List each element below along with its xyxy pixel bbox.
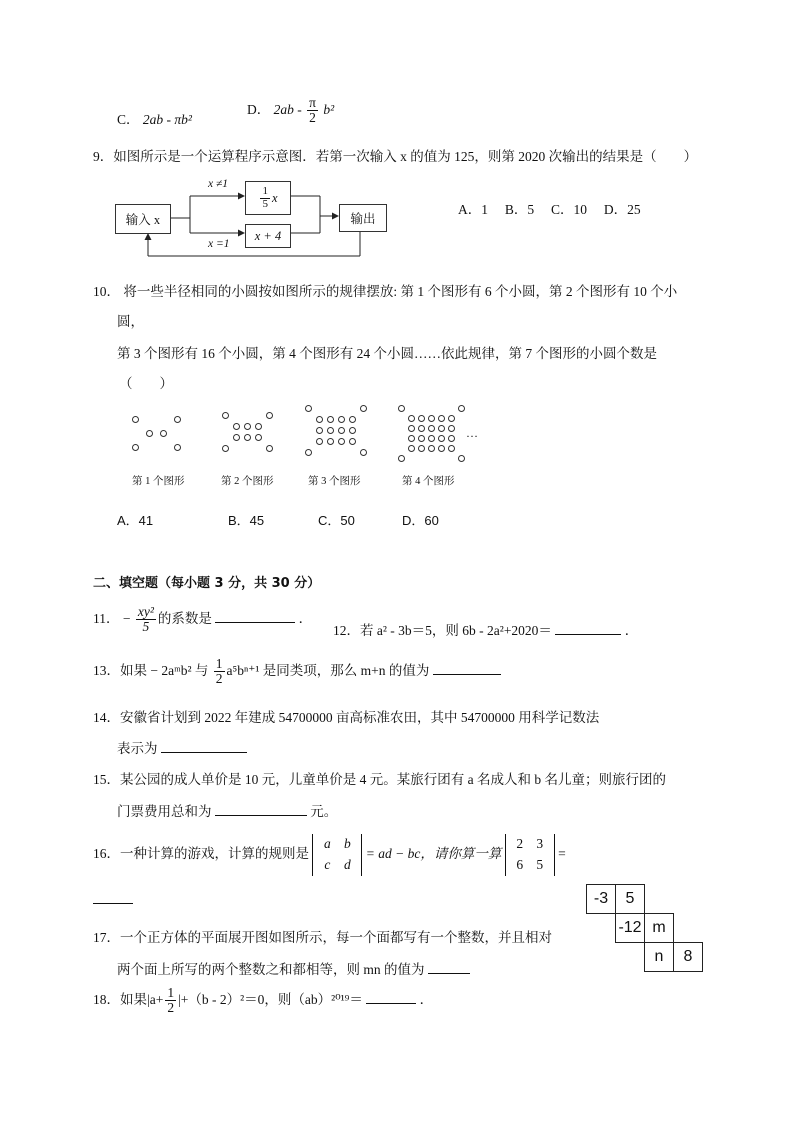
q16-determinant-numbers [505, 834, 555, 876]
q10-line4: （ ） [119, 376, 173, 391]
section2-title: 二、填空题（每小题 3 分，共 30 分） [93, 576, 321, 591]
net-cell-5: 5 [615, 884, 645, 914]
q11-num: xy² [137, 604, 154, 619]
q18-fraction [165, 986, 176, 1015]
flow-frac-num: 1 [262, 184, 268, 197]
figure-3-circle [338, 416, 345, 423]
q14-line2-text: 表示为 [117, 741, 158, 756]
q11 [93, 605, 312, 634]
cube-net [586, 884, 710, 974]
figure-3-circle [327, 438, 334, 445]
figure-3-circle [349, 438, 356, 445]
figure-4-circle [448, 415, 455, 422]
figure-4-circle [448, 425, 455, 432]
flow-frac-den: 5 [262, 197, 268, 210]
q11-text: 的系数是 [157, 610, 212, 626]
det2-a: 2 [516, 836, 524, 851]
figure-3-circle [349, 416, 356, 423]
net-cell-n: n [644, 942, 674, 972]
figure-2-circle [244, 434, 251, 441]
figure-4-circle [398, 405, 405, 412]
flow-cond-bottom: x =1 [208, 238, 230, 250]
q18-tail: ． [419, 991, 434, 1007]
figure-4-circle [458, 405, 465, 412]
figure-4-circle [438, 425, 445, 432]
figure-label-1: 第 1 个图形 [132, 476, 185, 487]
q10-option-a: A．41 [117, 513, 154, 528]
figure-2-circle [266, 445, 273, 452]
q17-line1: 17．一个正方体的平面展开图如图所示，每一个面都写有一个整数，并且相对 [93, 930, 552, 945]
q8-option-d [247, 96, 334, 125]
q15-line2 [117, 800, 337, 820]
q16-determinant-abcd [312, 834, 362, 876]
figure-4-circle [418, 445, 425, 452]
net-cell-minus12: -12 [615, 913, 645, 943]
q8-option-c [117, 108, 192, 128]
q8-d-prefix: 2ab - [273, 101, 302, 117]
q16-answer-line [93, 892, 133, 908]
figure-4-circle [418, 425, 425, 432]
q13-answer-blank[interactable] [433, 664, 501, 675]
q17-line2-text: 两个面上所写的两个整数之和都相等，则 mn 的值为 [117, 962, 425, 977]
q12 [333, 619, 638, 639]
q18-num: 1 [167, 985, 175, 1000]
figure-1-circle [174, 444, 181, 451]
net-cell-minus3: -3 [586, 884, 616, 914]
q18-den: 2 [167, 1000, 175, 1016]
figure-2-circle [266, 412, 273, 419]
q12-text: 12．若 a² - 3b＝5，则 6b - 2a²+2020＝ [333, 623, 552, 638]
flow-output-box [339, 204, 387, 232]
q11-fraction [136, 605, 156, 634]
q13-den: 2 [215, 671, 223, 687]
q18-prefix: 18．如果|a+ [93, 991, 164, 1007]
figure-3-circle [316, 416, 323, 423]
q13-num: 1 [215, 656, 223, 671]
q13-text: a⁵bⁿ⁺¹ 是同类项，那么 m+n 的值为 [226, 662, 430, 678]
flow-box-divide [245, 181, 291, 215]
figure-3-circle [305, 449, 312, 456]
figure-2-circle [233, 434, 240, 441]
figure-label-3: 第 3 个图形 [308, 476, 361, 487]
figure-4-circle [408, 435, 415, 442]
figure-1-circle [132, 416, 139, 423]
q11-sign: − [122, 610, 131, 626]
figure-2-circle [255, 423, 262, 430]
q16-prefix: 16．一种计算的游戏，计算的规则是 [93, 846, 309, 862]
det1-b: b [344, 836, 351, 851]
flow-frac-var: x [271, 190, 278, 205]
flow-input-label: 输入 x [125, 213, 161, 227]
q10-option-b: B．45 [228, 513, 265, 528]
figure-3-circle [327, 427, 334, 434]
figure-3-circle [305, 405, 312, 412]
figure-1-circle [146, 430, 153, 437]
figure-1-circle [132, 444, 139, 451]
q9-flowchart [110, 178, 410, 263]
figure-4-circle [408, 415, 415, 422]
q18-text: |+（b - 2）²＝0，则（ab）²⁰¹⁹＝ [178, 991, 363, 1007]
figure-4-circle [438, 445, 445, 452]
figure-4-circle [448, 445, 455, 452]
figure-2-circle [222, 445, 229, 452]
q8-c-expr: 2ab - πb² [142, 112, 192, 127]
q10-option-c: C．50 [318, 513, 355, 528]
q18-answer-blank[interactable] [366, 993, 416, 1004]
det1-a: a [324, 836, 331, 851]
figure-4-circle [428, 435, 435, 442]
q14-line2 [117, 737, 247, 757]
figure-4-circle [418, 435, 425, 442]
figure-4-circle [448, 435, 455, 442]
q10-line2: 圆， [117, 314, 144, 329]
q17-answer-blank[interactable] [428, 963, 470, 974]
figure-3-circle [338, 427, 345, 434]
flow-fraction [260, 186, 270, 210]
q16-equals: = [558, 846, 566, 862]
flow-output-label: 输出 [350, 212, 376, 226]
figure-3-circle [316, 438, 323, 445]
q11-prefix: 11． [93, 610, 120, 626]
figure-4-circle [428, 415, 435, 422]
figure-2-circle [244, 423, 251, 430]
q8-d-suffix: b² [323, 101, 335, 117]
figure-1-circle [160, 430, 167, 437]
det2-d: 5 [536, 856, 544, 872]
figure-4-circle [408, 425, 415, 432]
figure-label-2: 第 2 个图形 [221, 476, 274, 487]
figure-2-circle [222, 412, 229, 419]
det2-c: 6 [516, 856, 524, 872]
q16-answer-blank[interactable] [93, 893, 133, 904]
q15-line2-text: 门票费用总和为 [117, 804, 212, 819]
figure-3-circle [360, 405, 367, 412]
q10-ellipsis: … [466, 426, 478, 440]
q13-fraction [214, 657, 225, 686]
q8-d-fraction [307, 96, 318, 125]
q11-answer-blank[interactable] [215, 612, 295, 623]
figure-3-circle [349, 427, 356, 434]
q10-option-d: D．60 [402, 513, 439, 528]
q13-prefix: 13．如果 − 2aᵐb² 与 [93, 662, 209, 678]
q14-line1: 14．安徽省计划到 2022 年建成 54700000 亩高标准农田，其中 54700000 用科学记数法 [93, 710, 600, 725]
q8-c-label: C． [117, 112, 140, 127]
q12-tail: ． [624, 623, 639, 638]
figure-2-circle [255, 434, 262, 441]
figure-4-circle [428, 425, 435, 432]
figure-4-circle [438, 435, 445, 442]
q11-den: 5 [142, 619, 150, 635]
q9-options: A．1 B．5 C．10 D．25 [458, 202, 641, 217]
figure-4-circle [428, 445, 435, 452]
net-cell-8: 8 [673, 942, 703, 972]
figure-4-circle [418, 415, 425, 422]
det1-d: d [344, 856, 351, 872]
flow-add-label: x + 4 [254, 228, 282, 243]
figure-1-circle [174, 416, 181, 423]
q15-line1: 15．某公园的成人单价是 10 元，儿童单价是 4 元。某旅行团有 a 名成人和 b 名儿童；则旅行团的 [93, 772, 666, 787]
q16-rule: = ad − bc，请你算一算 [365, 846, 502, 862]
flow-box-add [245, 224, 291, 248]
q15-line2-tail: 元。 [310, 804, 338, 819]
q11-tail: ． [298, 610, 313, 626]
q10-line1: 10． 将一些半径相同的小圆按如图所示的规律摆放: 第 1 个图形有 6 个小圆，第 2 个图形有 10 个小 [93, 284, 678, 299]
flow-cond-top: x ≠1 [208, 178, 229, 190]
q16 [93, 834, 566, 876]
q15-answer-blank[interactable] [215, 805, 307, 816]
figure-3-circle [327, 416, 334, 423]
figure-4-circle [438, 415, 445, 422]
q13 [93, 657, 501, 686]
flow-input-box [115, 204, 171, 234]
figure-3-circle [360, 449, 367, 456]
figure-3-circle [316, 427, 323, 434]
q12-answer-blank[interactable] [555, 624, 621, 635]
figure-3-circle [338, 438, 345, 445]
q14-answer-blank[interactable] [161, 742, 247, 753]
q17-line2 [117, 958, 470, 978]
net-cell-m: m [644, 913, 674, 943]
figure-2-circle [233, 423, 240, 430]
figure-4-circle [398, 455, 405, 462]
q8-d-label: D． [247, 101, 271, 117]
det1-c: c [324, 856, 331, 872]
q9-stem: 9．如图所示是一个运算程序示意图．若第一次输入 x 的值为 125，则第 2020 次输出的结果是（ ） [93, 149, 698, 164]
figure-label-4: 第 4 个图形 [402, 476, 455, 487]
figure-4-circle [458, 455, 465, 462]
figure-4-circle [408, 445, 415, 452]
det2-b: 3 [536, 836, 544, 851]
q8-d-den: 2 [309, 110, 316, 126]
q8-d-num: π [309, 95, 316, 110]
q18 [93, 986, 433, 1015]
q10-line3: 第 3 个图形有 16 个小圆，第 4 个图形有 24 个小圆……依此规律，第 7 个图形的小圆个数是 [117, 346, 657, 361]
